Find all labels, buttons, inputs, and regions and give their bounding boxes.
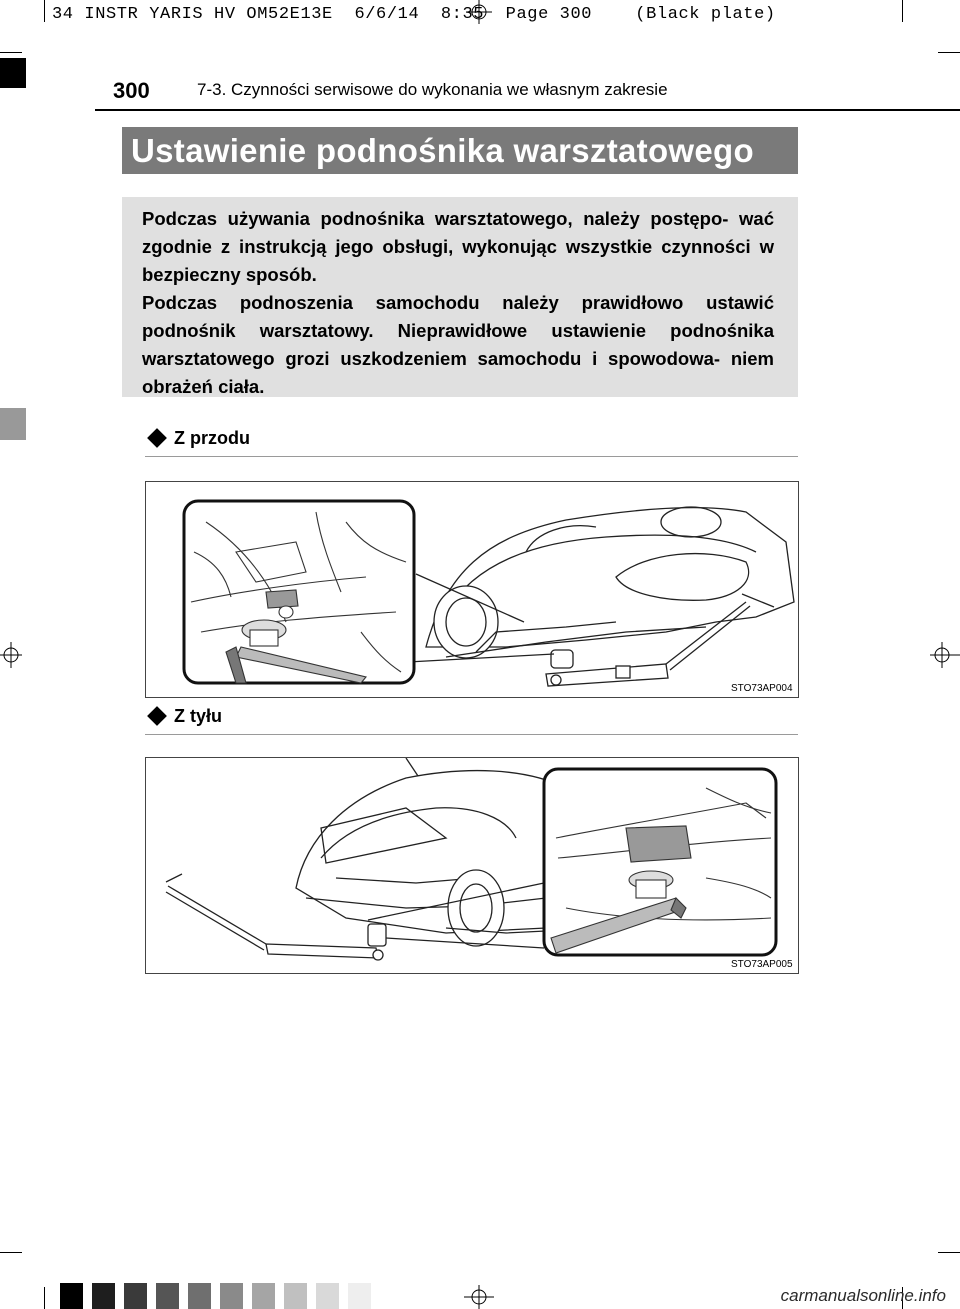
crop-mark (938, 1252, 960, 1253)
crop-mark (44, 1287, 45, 1309)
front-jack-illustration (146, 482, 798, 697)
front-figure-code: STO73AP004 (731, 683, 793, 694)
rear-heading-rule (145, 734, 798, 735)
rear-heading: Z tyłu (174, 706, 222, 726)
rear-figure-code: STO73AP005 (731, 959, 793, 970)
title-banner (122, 127, 798, 174)
crop-mark (902, 0, 903, 22)
color-swatch (124, 1283, 147, 1309)
color-swatch (284, 1283, 307, 1309)
color-swatch (188, 1283, 211, 1309)
registration-mark-icon (0, 638, 22, 672)
page-number: 300 (113, 78, 150, 103)
watermark: carmanualsonline.info (780, 1286, 946, 1305)
diamond-bullet-icon (147, 428, 167, 448)
notice-paragraph-1: Podczas używania podnośnika warsztatowego, należy postępo- wać zgodnie z instrukcją jego obsługi, wykonując wszystkie czynności w bezpieczny sposób. (142, 208, 774, 285)
chapter-tab-gray (0, 408, 26, 440)
color-swatch (92, 1283, 115, 1309)
registration-mark-icon (930, 638, 960, 672)
chapter-tab-black (0, 58, 26, 88)
color-calibration-bar (60, 1283, 371, 1309)
crop-mark (44, 0, 45, 22)
color-swatch (348, 1283, 371, 1309)
color-swatch (220, 1283, 243, 1309)
rear-jack-figure (145, 757, 799, 974)
rear-jack-illustration (146, 758, 798, 973)
diamond-bullet-icon (147, 706, 167, 726)
color-swatch (316, 1283, 339, 1309)
print-header: 34 INSTR YARIS HV OM52E13E 6/6/14 8:35 Page 300 (Black plate) (52, 5, 776, 24)
color-swatch (156, 1283, 179, 1309)
crop-mark (0, 52, 22, 53)
color-swatch (252, 1283, 275, 1309)
header-rule (95, 109, 960, 111)
front-heading-rule (145, 456, 798, 457)
section-title: 7-3. Czynności serwisowe do wykonania we własnym zakresie (197, 80, 668, 99)
notice-paragraph-2: Podczas podnoszenia samochodu należy prawidłowo ustawić podnośnik warsztatowy. Nieprawidłowe ustawienie podnośnika warsztatowego grozi uszkodzeniem samochodu i spowodowa- niem obrażeń ciała. (142, 292, 774, 397)
front-heading: Z przodu (174, 428, 250, 448)
color-swatch (60, 1283, 83, 1309)
registration-mark-icon (462, 0, 496, 24)
front-jack-figure (145, 481, 799, 698)
crop-mark (938, 52, 960, 53)
notice-box (122, 197, 798, 397)
crop-mark (0, 1252, 22, 1253)
registration-mark-icon (460, 1285, 498, 1309)
page-title: Ustawienie podnośnika warsztatowego (131, 132, 754, 169)
